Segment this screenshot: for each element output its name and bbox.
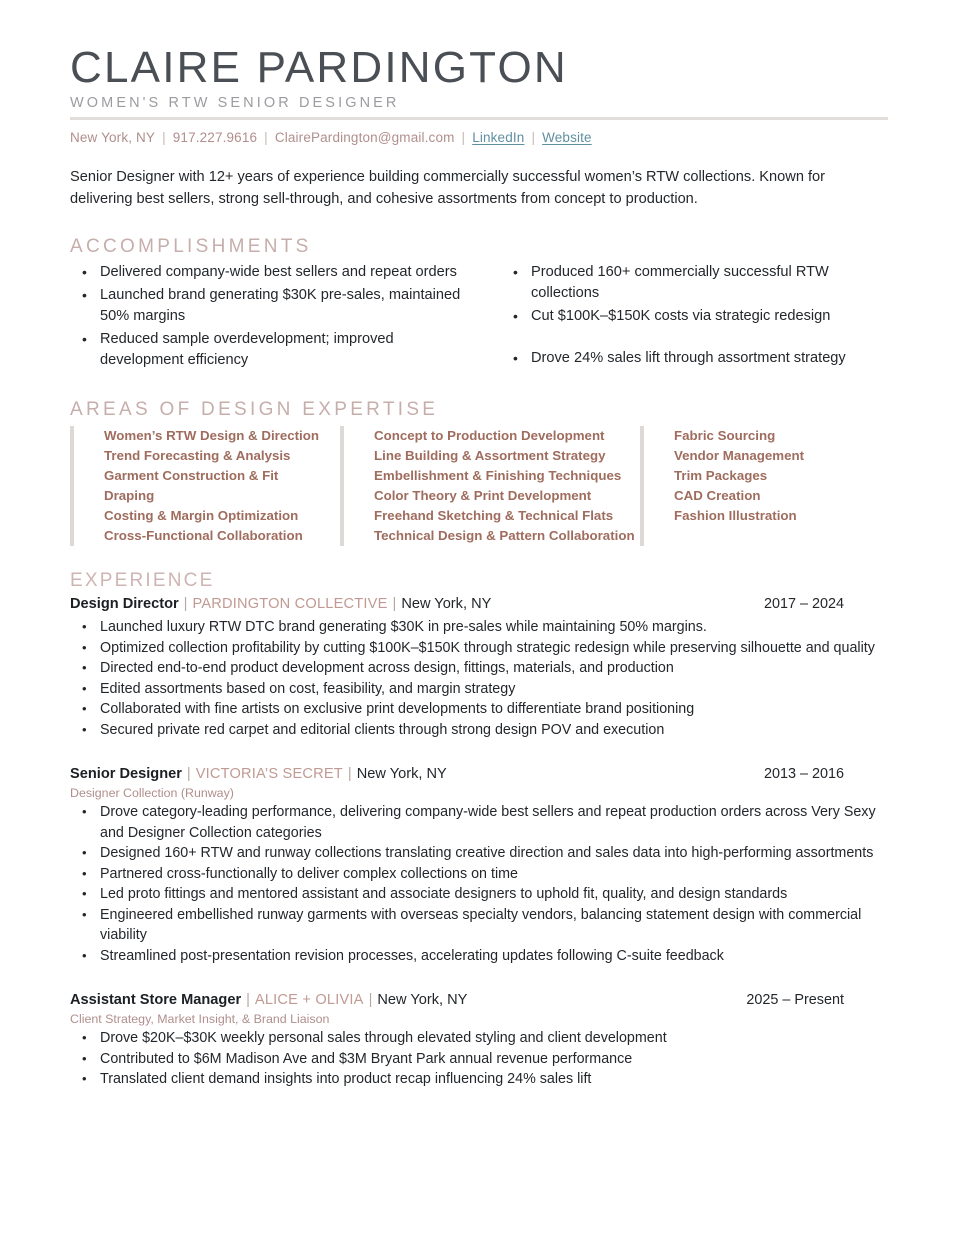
contact-separator: | <box>162 130 166 145</box>
expertise-item: Trend Forecasting & Analysis <box>104 448 291 463</box>
bullet-icon: • <box>82 680 87 696</box>
bullet-text: Streamlined post-presentation revision processes, accelerating updates following C-suite feedback <box>100 947 724 964</box>
contact-separator: | <box>264 130 268 145</box>
bullet-icon: • <box>82 721 87 737</box>
list-item <box>70 285 479 327</box>
separator-icon: | <box>347 766 352 782</box>
experience-entry <box>70 764 888 966</box>
job-dates: 2017 – 2024 <box>763 596 844 612</box>
job-header-left <box>70 594 764 615</box>
job-location: New York, NY <box>377 992 468 1008</box>
accomplishment-text: Cut $100K–$150K costs via strategic redesign <box>531 308 831 324</box>
list-item <box>501 348 888 369</box>
list-item <box>70 1049 888 1070</box>
bullet-icon: • <box>82 906 87 922</box>
bullet-text: Edited assortments based on cost, feasibility, and margin strategy <box>100 680 516 697</box>
separator-icon: | <box>392 596 397 612</box>
job-bullets <box>70 1028 888 1090</box>
expertise-item: Concept to Production Development <box>374 428 605 443</box>
header-divider <box>70 117 888 120</box>
list-item <box>70 720 888 741</box>
list-item <box>70 884 888 905</box>
section-heading-expertise: AREAS OF DESIGN EXPERTISE <box>70 399 439 420</box>
expertise-item: Trim Packages <box>674 468 768 483</box>
job-header <box>70 764 888 785</box>
expertise-column-1 <box>70 426 340 546</box>
expertise-item: Fabric Sourcing <box>674 428 776 443</box>
expertise-item: Line Building & Assortment Strategy <box>374 448 606 463</box>
list-item <box>501 262 888 304</box>
separator-icon: | <box>183 596 188 612</box>
job-header-left <box>70 990 746 1011</box>
contact-line <box>70 130 888 145</box>
expertise-item: Fashion Illustration <box>674 508 797 523</box>
bullet-icon: • <box>82 331 87 347</box>
job-subtitle: Client Strategy, Market Insight, & Brand Liaison <box>70 1012 330 1026</box>
contact-email: ClairePardington@gmail.com <box>274 130 455 145</box>
candidate-subtitle: WOMEN'S RTW SENIOR DESIGNER <box>70 95 400 111</box>
accomplishment-text: Reduced sample overdevelopment; improved development efficiency <box>100 331 394 368</box>
separator-icon: | <box>246 992 250 1008</box>
job-header <box>70 990 888 1011</box>
bullet-icon: • <box>82 1071 87 1086</box>
list-item <box>70 946 888 967</box>
contact-separator: | <box>461 130 466 145</box>
website-link[interactable]: Website <box>542 130 592 145</box>
linkedin-link[interactable]: LinkedIn <box>472 130 525 145</box>
list-item <box>70 262 479 283</box>
bullet-icon: • <box>82 886 87 901</box>
candidate-name: CLAIRE PARDINGTON <box>70 43 568 92</box>
contact-location: New York, NY <box>70 130 156 145</box>
bullet-text: Drove $20K–$30K weekly personal sales through elevated styling and client development <box>100 1030 667 1046</box>
bullet-text: Secured private red carpet and editorial clients through strong design POV and execution <box>100 721 665 738</box>
expertise-item: Vendor Management <box>674 448 805 463</box>
list-item <box>70 905 888 946</box>
job-title: Assistant Store Manager <box>70 992 242 1008</box>
bullet-text: Led proto fittings and mentored assistant and associate designers to uphold fit, quality, and design standards <box>100 886 788 902</box>
list-item <box>501 306 888 327</box>
bullet-icon: • <box>82 845 87 860</box>
bullet-icon: • <box>513 308 518 324</box>
resume-content <box>70 44 888 1090</box>
experience-entry <box>70 594 888 740</box>
job-header <box>70 594 888 615</box>
bullet-icon: • <box>82 804 87 819</box>
job-dates: 2013 – 2016 <box>763 766 844 782</box>
job-location: New York, NY <box>356 766 447 782</box>
expertise-column-3 <box>640 426 888 546</box>
bullet-text: Designed 160+ RTW and runway collections translating creative direction and sales data into high-performing assortments <box>100 845 874 861</box>
expertise-item: Embellishment & Finishing Techniques <box>374 468 622 483</box>
separator-icon: | <box>368 992 373 1008</box>
list-item <box>70 699 888 720</box>
job-dates: 2025 – Present <box>746 992 844 1008</box>
header <box>70 44 888 145</box>
job-location: New York, NY <box>401 596 492 612</box>
job-subtitle: Designer Collection (Runway) <box>70 786 234 800</box>
expertise-columns <box>70 426 888 546</box>
bullet-text: Drove category-leading performance, delivering company-wide best sellers and repeat production orders across Very Sexy and Designer Collection categories <box>100 804 876 841</box>
bullet-icon: • <box>82 701 87 716</box>
expertise-item: CAD Creation <box>674 488 761 503</box>
bullet-text: Collaborated with fine artists on exclusive print developments to differentiate brand positioning <box>100 701 695 717</box>
bullet-icon: • <box>513 264 518 280</box>
expertise-item: Freehand Sketching & Technical Flats <box>374 508 614 523</box>
experience-entry <box>70 990 888 1090</box>
section-heading-accomplishments: ACCOMPLISHMENTS <box>70 236 312 257</box>
bullet-icon: • <box>82 287 87 303</box>
bullet-icon: • <box>513 350 518 366</box>
job-title: Senior Designer <box>70 766 182 782</box>
section-heading-experience: EXPERIENCE <box>70 570 215 591</box>
expertise-item: Color Theory & Print Development <box>374 488 592 503</box>
accomplishments-column-right <box>479 262 888 373</box>
list-item <box>70 679 888 700</box>
accomplishment-text: Produced 160+ commercially successful RTW collections <box>531 264 829 301</box>
list-item <box>70 843 888 864</box>
list-item <box>70 658 888 679</box>
bullet-text: Translated client demand insights into product recap influencing 24% sales lift <box>100 1071 592 1087</box>
expertise-item: Garment Construction & Fit <box>104 468 279 483</box>
job-company: PARDINGTON COLLECTIVE <box>192 596 388 612</box>
bullet-icon: • <box>82 639 87 655</box>
contact-phone: 917.227.9616 <box>172 130 258 145</box>
accomplishments-column-left <box>70 262 479 373</box>
expertise-item: Costing & Margin Optimization <box>104 508 299 523</box>
accomplishment-text: Drove 24% sales lift through assortment strategy <box>531 350 846 366</box>
bullet-icon: • <box>82 660 87 675</box>
bullet-icon: • <box>82 865 87 881</box>
bullet-icon: • <box>82 947 87 963</box>
job-company: ALICE + OLIVIA <box>254 992 364 1008</box>
expertise-item: Cross-Functional Collaboration <box>104 528 303 543</box>
list-item <box>70 329 479 371</box>
separator-icon: | <box>186 766 191 782</box>
expertise-item: Women’s RTW Design & Direction <box>104 428 319 443</box>
list-item <box>70 1028 888 1049</box>
accomplishment-text: Launched brand generating $30K pre-sales, maintained 50% margins <box>100 287 461 324</box>
professional-summary: Senior Designer with 12+ years of experience building commercially successful women’s RTW collections. Known for delivering best sellers, strong sell-through, and cohesive assortments from concept to production. <box>70 169 826 207</box>
bullet-text: Launched luxury RTW DTC brand generating $30K in pre-sales while maintaining 50% margins. <box>100 619 707 635</box>
bullet-text: Directed end-to-end product development across design, fittings, materials, and production <box>100 660 674 676</box>
list-item <box>70 617 888 638</box>
list-item <box>70 1069 888 1090</box>
bullet-text: Engineered embellished runway garments with overseas specialty vendors, balancing statement design with commercial viability <box>100 906 862 943</box>
bullet-icon: • <box>82 1050 87 1066</box>
bullet-text: Partnered cross-functionally to deliver complex collections on time <box>100 865 518 882</box>
list-item <box>70 638 888 659</box>
job-bullets <box>70 802 888 966</box>
expertise-item: Draping <box>104 488 155 503</box>
bullet-text: Contributed to $6M Madison Ave and $3M Bryant Park annual revenue performance <box>100 1050 633 1067</box>
job-bullets <box>70 617 888 740</box>
accomplishments-columns <box>70 262 888 373</box>
expertise-item: Technical Design & Pattern Collaboration <box>374 528 635 543</box>
list-item <box>70 864 888 885</box>
bullet-text: Optimized collection profitability by cutting $100K–$150K through strategic redesign while preserving silhouette and quality <box>100 639 875 656</box>
bullet-icon: • <box>82 264 87 280</box>
bullet-icon: • <box>82 1030 87 1045</box>
list-item <box>70 802 888 843</box>
job-header-left <box>70 764 764 785</box>
expertise-column-2 <box>340 426 640 546</box>
bullet-icon: • <box>82 619 87 634</box>
job-company: VICTORIA’S SECRET <box>195 766 343 782</box>
accomplishment-text: Delivered company-wide best sellers and repeat orders <box>100 264 457 280</box>
job-title: Design Director <box>70 596 179 612</box>
contact-separator: | <box>531 130 536 145</box>
